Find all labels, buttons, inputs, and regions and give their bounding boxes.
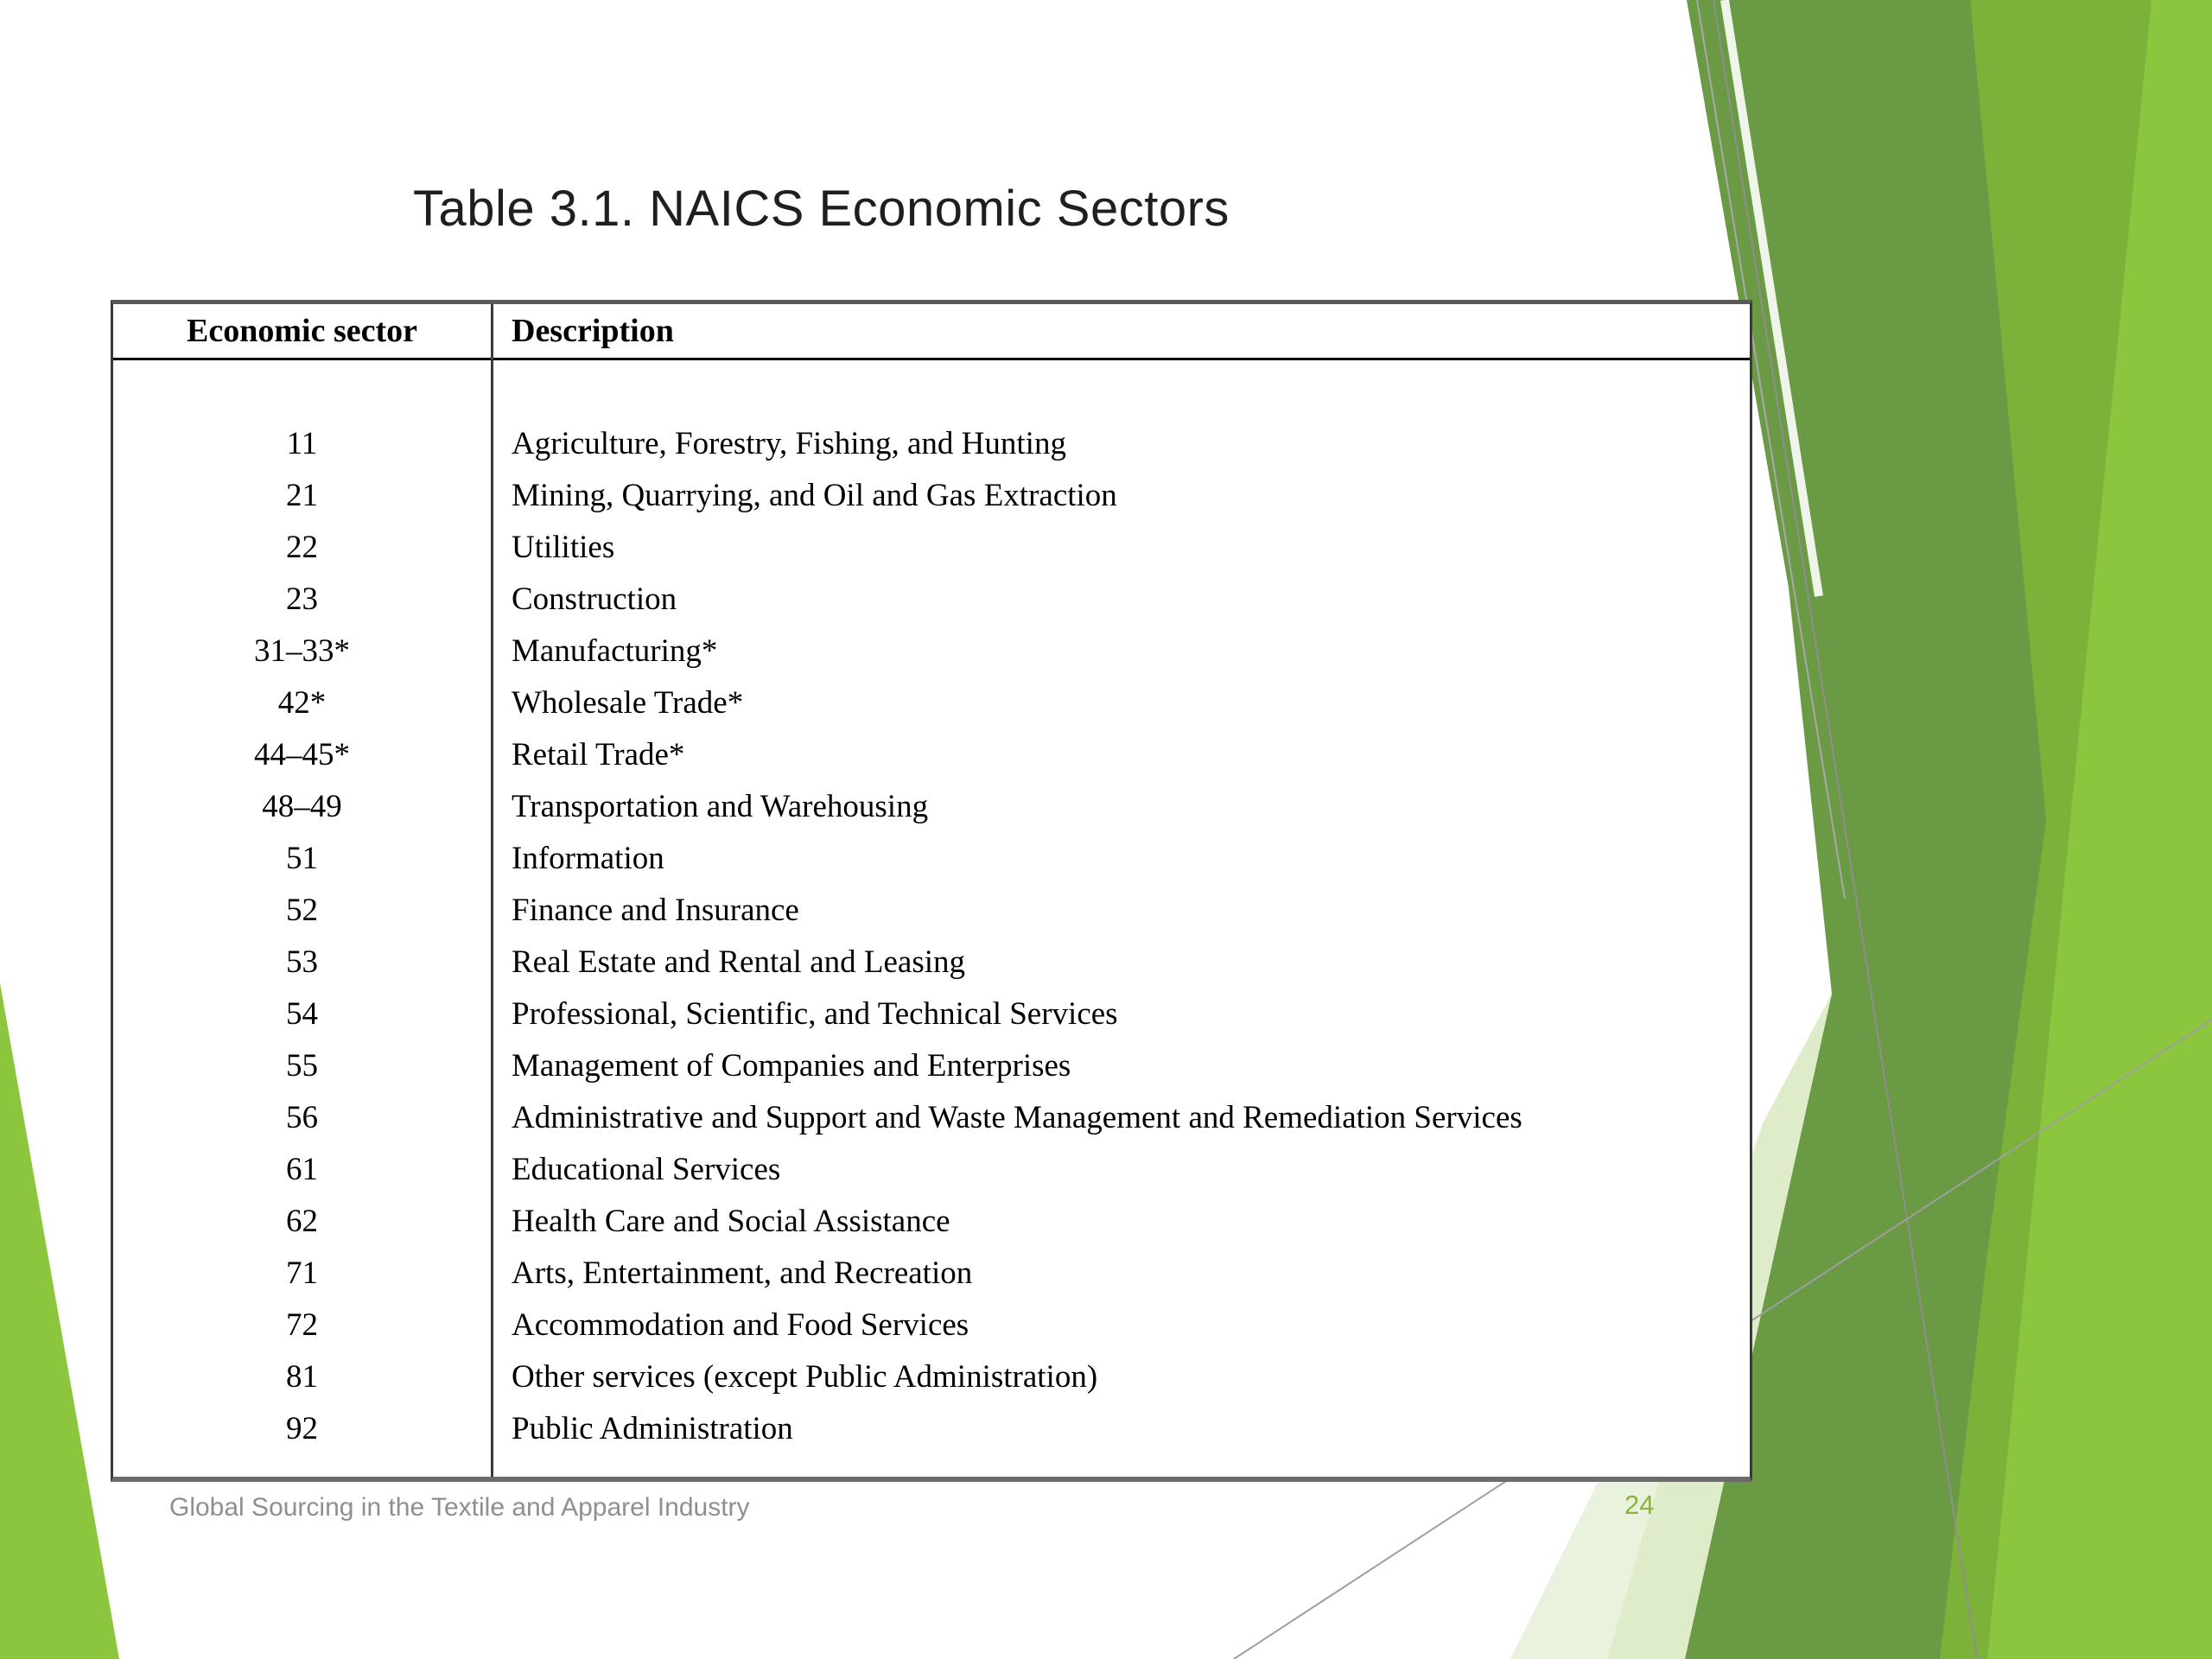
table-header-row: [113, 304, 1750, 360]
table-row: [113, 469, 1750, 521]
sector-code: 31–33*: [254, 632, 350, 669]
column-divider: [491, 304, 493, 1477]
sector-description: Manufacturing*: [512, 632, 718, 669]
table-body: [113, 360, 1750, 1454]
table-row: [113, 1195, 1750, 1247]
sector-description: Health Care and Social Assistance: [512, 1203, 950, 1239]
sector-description: Finance and Insurance: [512, 892, 799, 928]
sector-description: Agriculture, Forestry, Fishing, and Hunting: [512, 425, 1066, 461]
table-row: [113, 936, 1750, 988]
sector-code: 21: [286, 477, 318, 513]
table-row: [113, 417, 1750, 469]
table-row: [113, 1299, 1750, 1351]
sector-code: 51: [286, 840, 318, 876]
sector-description: Administrative and Support and Waste Management and Remediation Services: [512, 1099, 1522, 1135]
sector-description: Transportation and Warehousing: [512, 788, 929, 824]
sector-code: 52: [286, 892, 318, 928]
table-row: [113, 1402, 1750, 1454]
sector-code: 72: [286, 1306, 318, 1343]
sector-description: Other services (except Public Administration): [512, 1358, 1098, 1395]
sector-code: 71: [286, 1255, 318, 1291]
sector-description: Arts, Entertainment, and Recreation: [512, 1255, 973, 1291]
header-economic-sector: Economic sector: [187, 313, 417, 349]
sector-code: 55: [286, 1047, 318, 1084]
sector-description: Professional, Scientific, and Technical Services: [512, 995, 1118, 1032]
table-row: [113, 625, 1750, 677]
table-row: [113, 1247, 1750, 1299]
sector-description: Public Administration: [512, 1410, 793, 1446]
sector-code: 48–49: [262, 788, 342, 824]
table-row: [113, 1039, 1750, 1091]
table-row: [113, 988, 1750, 1039]
sector-description: Construction: [512, 581, 677, 617]
sector-code: 42*: [277, 684, 327, 721]
table-row: [113, 521, 1750, 573]
sector-description: Accommodation and Food Services: [512, 1306, 969, 1343]
table-row: [113, 832, 1750, 884]
sector-description: Information: [512, 840, 664, 876]
slide-title: Table 3.1. NAICS Economic Sectors: [413, 181, 1230, 237]
table-row: [113, 884, 1750, 936]
bottom-left-wedge: [0, 983, 119, 1659]
sector-code: 54: [286, 995, 318, 1032]
footer-title: Global Sourcing in the Textile and Apparel Industry: [169, 1493, 750, 1522]
table-row: [113, 1091, 1750, 1143]
sector-code: 23: [286, 581, 318, 617]
sector-description: Retail Trade*: [512, 736, 685, 772]
table-row: [113, 728, 1750, 780]
sector-code: 11: [286, 425, 318, 461]
sector-description: Wholesale Trade*: [512, 684, 744, 721]
table-row: [113, 1351, 1750, 1402]
sector-code: 61: [286, 1151, 318, 1187]
table-row: [113, 677, 1750, 728]
sector-code: 92: [286, 1410, 318, 1446]
sector-description: Management of Companies and Enterprises: [512, 1047, 1071, 1084]
sector-code: 56: [286, 1099, 318, 1135]
sector-code: 22: [286, 529, 318, 565]
naics-table: [111, 300, 1752, 1482]
sector-code: 53: [286, 944, 318, 980]
sector-description: Mining, Quarrying, and Oil and Gas Extraction: [512, 477, 1117, 513]
sector-code: 62: [286, 1203, 318, 1239]
sector-description: Educational Services: [512, 1151, 781, 1187]
table-row: [113, 1143, 1750, 1195]
table-row: [113, 780, 1750, 832]
sector-description: Utilities: [512, 529, 615, 565]
sector-description: Real Estate and Rental and Leasing: [512, 944, 966, 980]
table-row: [113, 573, 1750, 625]
header-description: Description: [512, 313, 674, 349]
sector-code: 44–45*: [254, 736, 350, 772]
page-number: 24: [1624, 1490, 1655, 1520]
sector-code: 81: [286, 1358, 318, 1395]
